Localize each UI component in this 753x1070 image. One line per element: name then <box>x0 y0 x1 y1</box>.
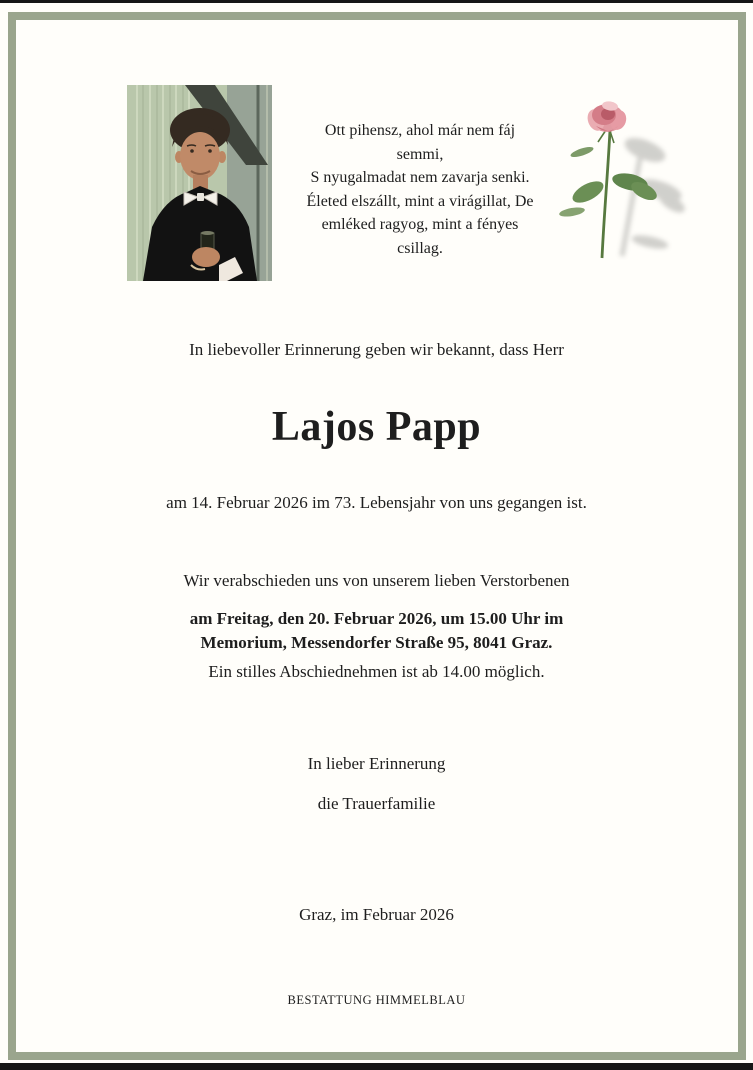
signature-family: die Trauerfamilie <box>317 794 436 813</box>
farewell-intro-line: Wir verabschieden uns von unserem lieben Verstorbenen <box>183 571 570 590</box>
funeral-home-name: BESTATTUNG HIMMELBLAU <box>287 993 466 1007</box>
scan-edge-top <box>0 0 753 3</box>
poem-line: Életed elszállt, mint a virágillat, De <box>306 192 534 210</box>
poem-line: Ott pihensz, ahol már nem fáj <box>324 122 516 139</box>
place-date-line: Graz, im Februar 2026 <box>299 905 454 924</box>
poem-line: csillag. <box>397 239 443 257</box>
poem-line: semmi, <box>396 145 444 163</box>
announcement-line: In liebevoller Erinnerung geben wir bekannt, dass Herr <box>189 340 564 359</box>
death-date-line: am 14. Februar 2026 im 73. Lebensjahr von uns gegangen ist. <box>166 493 587 512</box>
poem-line: S nyugalmadat nem zavarja senki. <box>310 169 530 186</box>
ceremony-line: am Freitag, den 20. Februar 2026, um 15.00 Uhr im <box>189 609 564 628</box>
memorial-poem <box>262 119 578 260</box>
remembrance-line: In lieber Erinnerung <box>307 754 446 773</box>
deceased-name: Lajos Papp <box>271 404 482 450</box>
ceremony-details <box>30 607 723 655</box>
viewing-note: Ein stilles Abschiednehmen ist ab 14.00 möglich. <box>208 662 545 681</box>
ceremony-line: Memorium, Messendorfer Straße 95, 8041 Graz. <box>200 633 553 652</box>
poem-line: emléked ragyog, mint a fényes <box>321 216 519 233</box>
rose-illustration <box>552 90 702 260</box>
scan-edge-bottom <box>0 1063 753 1070</box>
portrait-photo <box>127 85 272 281</box>
